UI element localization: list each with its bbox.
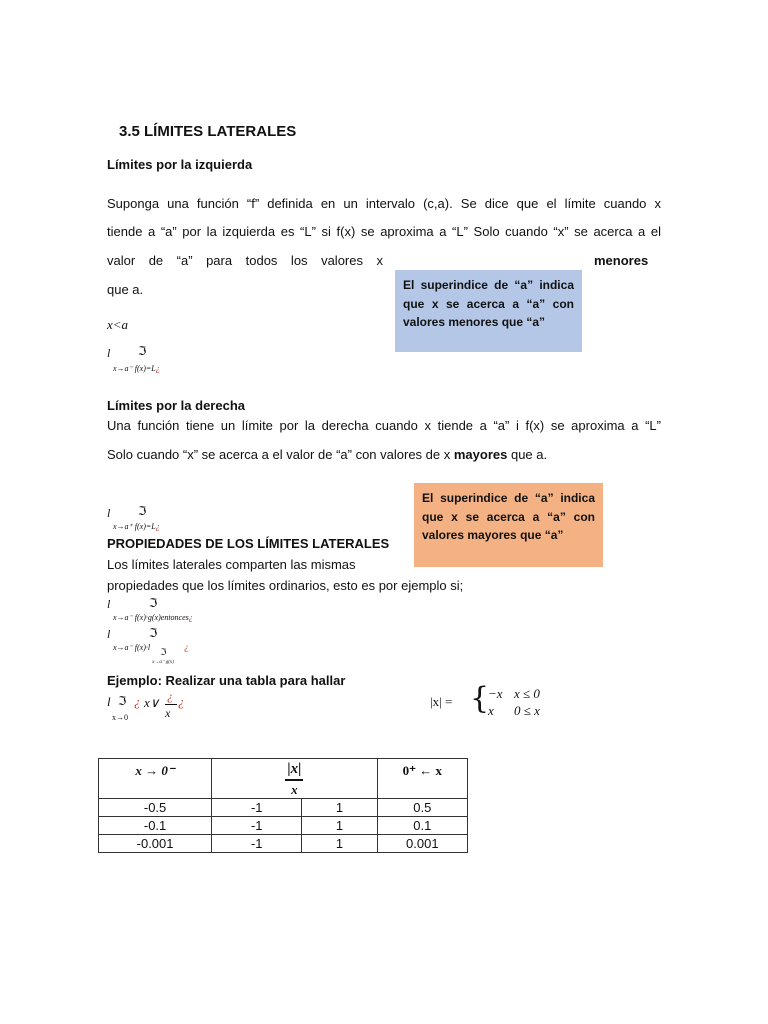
limit-symbol: ℑ bbox=[149, 596, 158, 610]
table-cell: 0.001 bbox=[377, 835, 467, 853]
left-paragraph-line-4: que a. bbox=[107, 282, 144, 297]
example-limit-expression bbox=[107, 689, 227, 728]
limit-function: f(x)=L bbox=[134, 522, 156, 531]
right-paragraph-line-2 bbox=[107, 447, 547, 463]
limit-subscript: x→a⁻ bbox=[113, 643, 133, 652]
table-cell: -1 bbox=[212, 799, 302, 817]
left-brace-icon: { bbox=[470, 681, 490, 716]
table-cell: 1 bbox=[302, 835, 377, 853]
properties-line-1: Los límites laterales comparten las mismas bbox=[107, 557, 356, 572]
table-cell: 0.5 bbox=[377, 799, 467, 817]
left-paragraph-line-2: tiende a “a” por la izquierda es “L” si f(x) se aproxima a “L” Solo cuando “x” se acerca a el bbox=[107, 224, 661, 239]
red-mark-1: ¿ bbox=[134, 694, 141, 709]
limit-red-mark: ¿ bbox=[155, 364, 160, 373]
table-cell: -0.001 bbox=[99, 835, 212, 853]
properties-line-2: propiedades que los límites ordinarios, esto es por ejemplo si; bbox=[107, 578, 464, 593]
table-cell: -1 bbox=[212, 835, 302, 853]
limit-subscript: x→a⁻ bbox=[113, 613, 133, 622]
property-expression-1 bbox=[107, 595, 193, 622]
right-line-2-start: Solo cuando “x” se acerca a el valor de “a” con valores de x bbox=[107, 447, 451, 462]
right-limits-heading: Límites por la derecha bbox=[107, 398, 245, 413]
header-right-limit: 0⁺ ← x bbox=[377, 759, 467, 799]
limit-subscript-row bbox=[113, 522, 160, 531]
red-mark-2: ¿ bbox=[178, 694, 185, 709]
header-fraction-bar bbox=[285, 779, 303, 781]
fraction-denominator: x bbox=[165, 706, 171, 720]
inner-limit-subscript: x→a⁻ g(x) bbox=[152, 660, 174, 665]
limit-symbol: ℑ bbox=[138, 344, 147, 358]
limit-l: l bbox=[107, 346, 111, 360]
table-cell: -0.5 bbox=[99, 799, 212, 817]
limit-function: f(x)·g(x)entonces bbox=[134, 613, 189, 622]
right-note-box: El superindice de “a” indica que x se acerca a “a” con valores mayores que “a” bbox=[414, 483, 603, 567]
table-row bbox=[99, 835, 468, 853]
limit-subscript: x→a⁺ bbox=[113, 522, 133, 531]
table-header-row bbox=[99, 759, 468, 799]
limit-subscript: x→0 bbox=[112, 713, 128, 722]
piecewise-lhs: |x| = bbox=[430, 694, 453, 709]
left-paragraph-line-3-start: valor de “a” para todos los valores x bbox=[107, 253, 383, 268]
piecewise-row-2-cond: 0 ≤ x bbox=[514, 703, 540, 718]
limit-function: f(x)=L bbox=[134, 364, 156, 373]
limit-subscript: x→a⁻ bbox=[113, 364, 133, 373]
limit-l: l bbox=[107, 597, 111, 611]
table-cell: 1 bbox=[302, 799, 377, 817]
table-cell: 0.1 bbox=[377, 817, 467, 835]
header-left-limit: x → 0⁻ bbox=[99, 759, 212, 799]
header-fraction bbox=[212, 759, 377, 799]
limit-subscript-row bbox=[113, 613, 193, 622]
left-limits-heading: Límites por la izquierda bbox=[107, 157, 253, 172]
table-cell: -1 bbox=[212, 817, 302, 835]
piecewise-row-1-expr: −x bbox=[488, 686, 503, 701]
values-table bbox=[98, 758, 468, 853]
fraction-numerator-mark: ¿ bbox=[167, 689, 173, 703]
limit-l: l bbox=[107, 627, 111, 641]
right-limit-expression bbox=[107, 504, 160, 531]
table-cell: 1 bbox=[302, 817, 377, 835]
inner-limit-symbol: ℑ bbox=[160, 648, 167, 658]
abs-piecewise-definition bbox=[430, 681, 550, 720]
properties-heading: PROPIEDADES DE LOS LÍMITES LATERALES bbox=[107, 536, 390, 551]
limit-symbol: ℑ bbox=[118, 694, 127, 708]
left-condition: x<a bbox=[107, 317, 129, 332]
table-cell: -0.1 bbox=[99, 817, 212, 835]
section-title: 3.5 LÍMITES LATERALES bbox=[119, 123, 297, 140]
piecewise-row-2-expr: x bbox=[488, 703, 494, 718]
header-fraction-denominator: x bbox=[291, 782, 298, 797]
limit-symbol: ℑ bbox=[149, 626, 158, 640]
limit-function: f(x)·l bbox=[134, 643, 151, 652]
limit-red-mark: ¿ bbox=[155, 522, 160, 531]
property-expression-2 bbox=[107, 625, 189, 665]
left-paragraph-line-3-end: menores bbox=[594, 253, 649, 268]
abs-value-expression: x∨ bbox=[144, 695, 160, 710]
header-fraction-numerator: |x| bbox=[287, 761, 302, 777]
limit-l: l bbox=[107, 506, 111, 520]
limit-subscript-row bbox=[113, 364, 160, 373]
example-heading: Ejemplo: Realizar una tabla para hallar bbox=[107, 673, 346, 688]
limit-symbol: ℑ bbox=[138, 504, 147, 518]
left-paragraph-line-1: Suponga una función “f” definida en un intervalo (c,a). Se dice que el límite cuando x bbox=[107, 196, 661, 211]
left-note-box: El superindice de “a” indica que x se acerca a “a” con valores menores que “a” bbox=[395, 270, 582, 352]
table-row bbox=[99, 817, 468, 835]
limit-l: l bbox=[107, 694, 111, 709]
right-line-2-end: que a. bbox=[510, 447, 548, 462]
table-row bbox=[99, 799, 468, 817]
piecewise-row-1-cond: x ≤ 0 bbox=[514, 686, 540, 701]
limit-red-mark: ¿ bbox=[184, 642, 189, 652]
right-paragraph-line-1: Una función tiene un límite por la derecha cuando x tiende a “a” i f(x) se aproxima a “L” bbox=[107, 418, 661, 433]
fraction-bar bbox=[165, 704, 177, 705]
limit-subscript-row bbox=[113, 642, 189, 665]
limit-red-mark: ¿ bbox=[188, 613, 193, 622]
left-limit-expression bbox=[107, 344, 160, 373]
right-line-2-bold: mayores bbox=[453, 447, 508, 462]
